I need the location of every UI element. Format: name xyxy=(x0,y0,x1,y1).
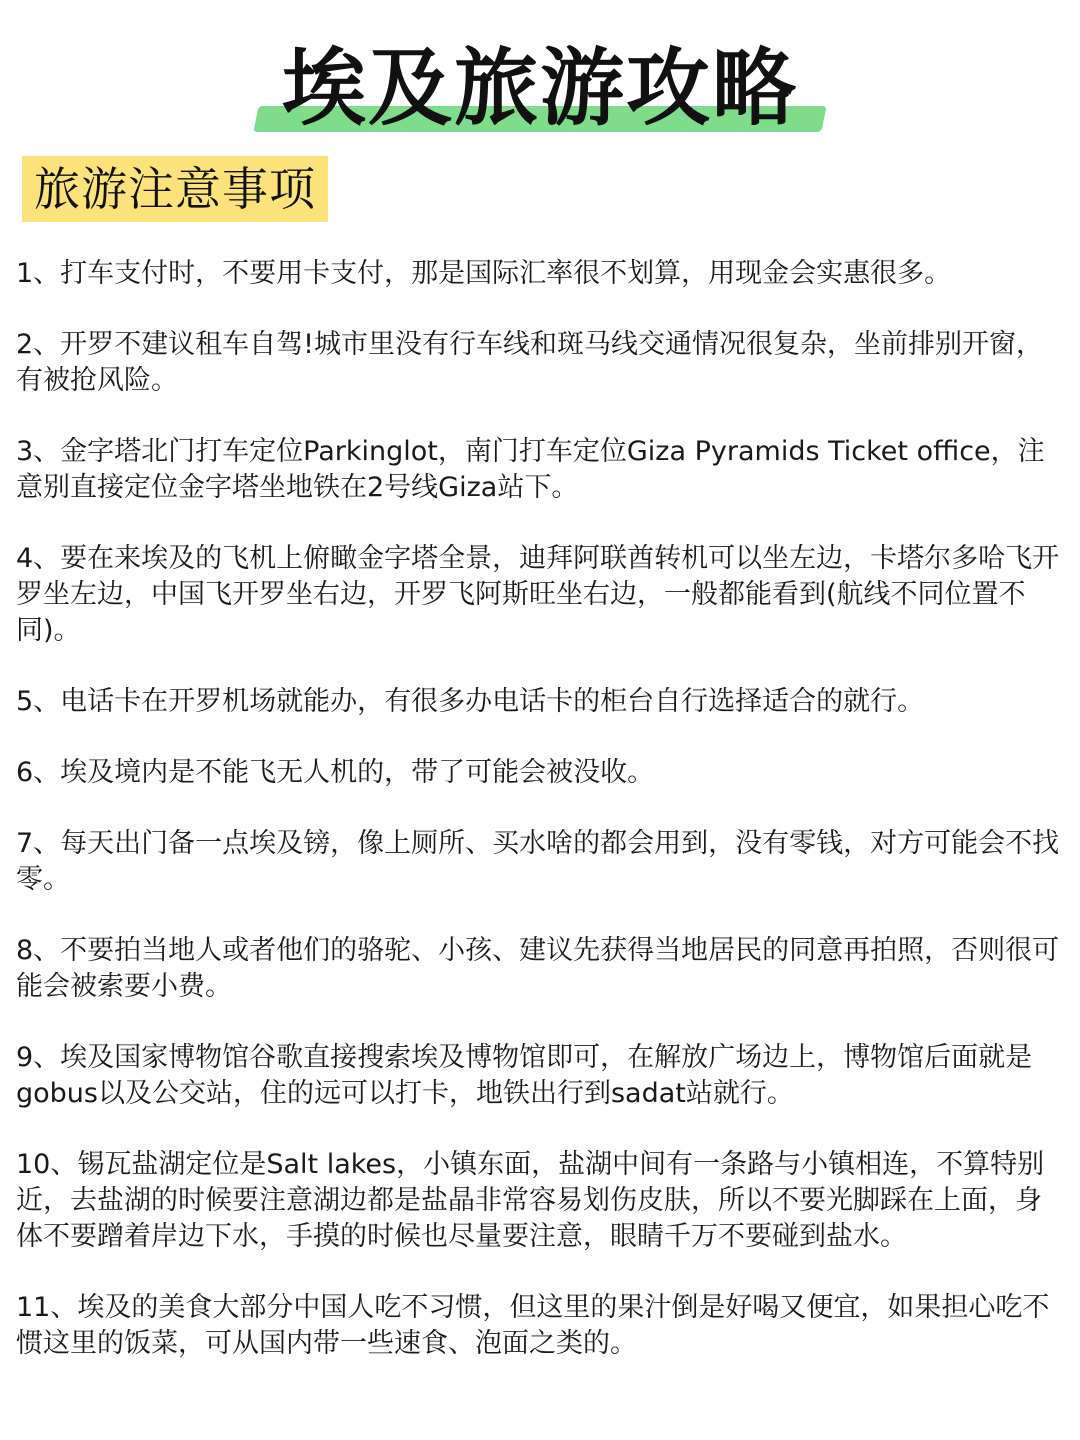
tip-item-3: 3、金字塔北门打车定位Parkinglot，南门打车定位Giza Pyramids Ticket office，注意别直接定位金字塔坐地铁在2号线Giza站下。 xyxy=(16,436,1045,503)
tip-item-11: 11、埃及的美食大部分中国人吃不习惯，但这里的果汁倒是好喝又便宜，如果担心吃不惯这里的饭菜，可从国内带一些速食、泡面之类的。 xyxy=(16,1292,1050,1359)
tip-item-10: 10、锡瓦盐湖定位是Salt lakes，小镇东面，盐湖中间有一条路与小镇相连，不算特别近，去盐湖的时候要注意湖边都是盐晶非常容易划伤皮肤，所以不要光脚踩在上面，身体不要蹭着岸边下水，手摸的时候也尽量要注意，眼睛千万不要碰到盐水。 xyxy=(16,1149,1045,1252)
tip-item-9: 9、埃及国家博物馆谷歌直接搜索埃及博物馆即可，在解放广场边上，博物馆后面就是gobus以及公交站，住的远可以打卡，地铁出行到sadat站就行。 xyxy=(16,1042,1033,1109)
title-block xyxy=(256,38,824,138)
tip-item-8: 8、不要拍当地人或者他们的骆驼、小孩、建议先获得当地居民的同意再拍照，否则很可能会被索要小费。 xyxy=(16,935,1060,1002)
title-area xyxy=(0,38,1080,138)
tip-item-1: 1、打车支付时，不要用卡支付，那是国际汇率很不划算，用现金会实惠很多。 xyxy=(16,258,952,289)
tip-item-6: 6、埃及境内是不能飞无人机的，带了可能会被没收。 xyxy=(16,757,655,788)
tips-list xyxy=(16,256,1064,1397)
tip-item-4: 4、要在来埃及的飞机上俯瞰金字塔全景，迪拜阿联酋转机可以坐左边，卡塔尔多哈飞开罗坐左边，中国飞开罗坐右边，开罗飞阿斯旺坐右边，一般都能看到(航线不同位置不同)。 xyxy=(16,543,1060,646)
section-label: 旅游注意事项 xyxy=(22,156,328,222)
tip-item-5: 5、电话卡在开罗机场就能办，有很多办电话卡的柜台自行选择适合的就行。 xyxy=(16,686,925,717)
tip-item-7: 7、每天出门备一点埃及镑，像上厕所、买水啥的都会用到，没有零钱，对方可能会不找零。 xyxy=(16,828,1060,895)
tip-item-2: 2、开罗不建议租车自驾!城市里没有行车线和斑马线交通情况很复杂，坐前排别开窗，有被抢风险。 xyxy=(16,329,1044,396)
page-title: 埃及旅游攻略 xyxy=(281,39,798,137)
